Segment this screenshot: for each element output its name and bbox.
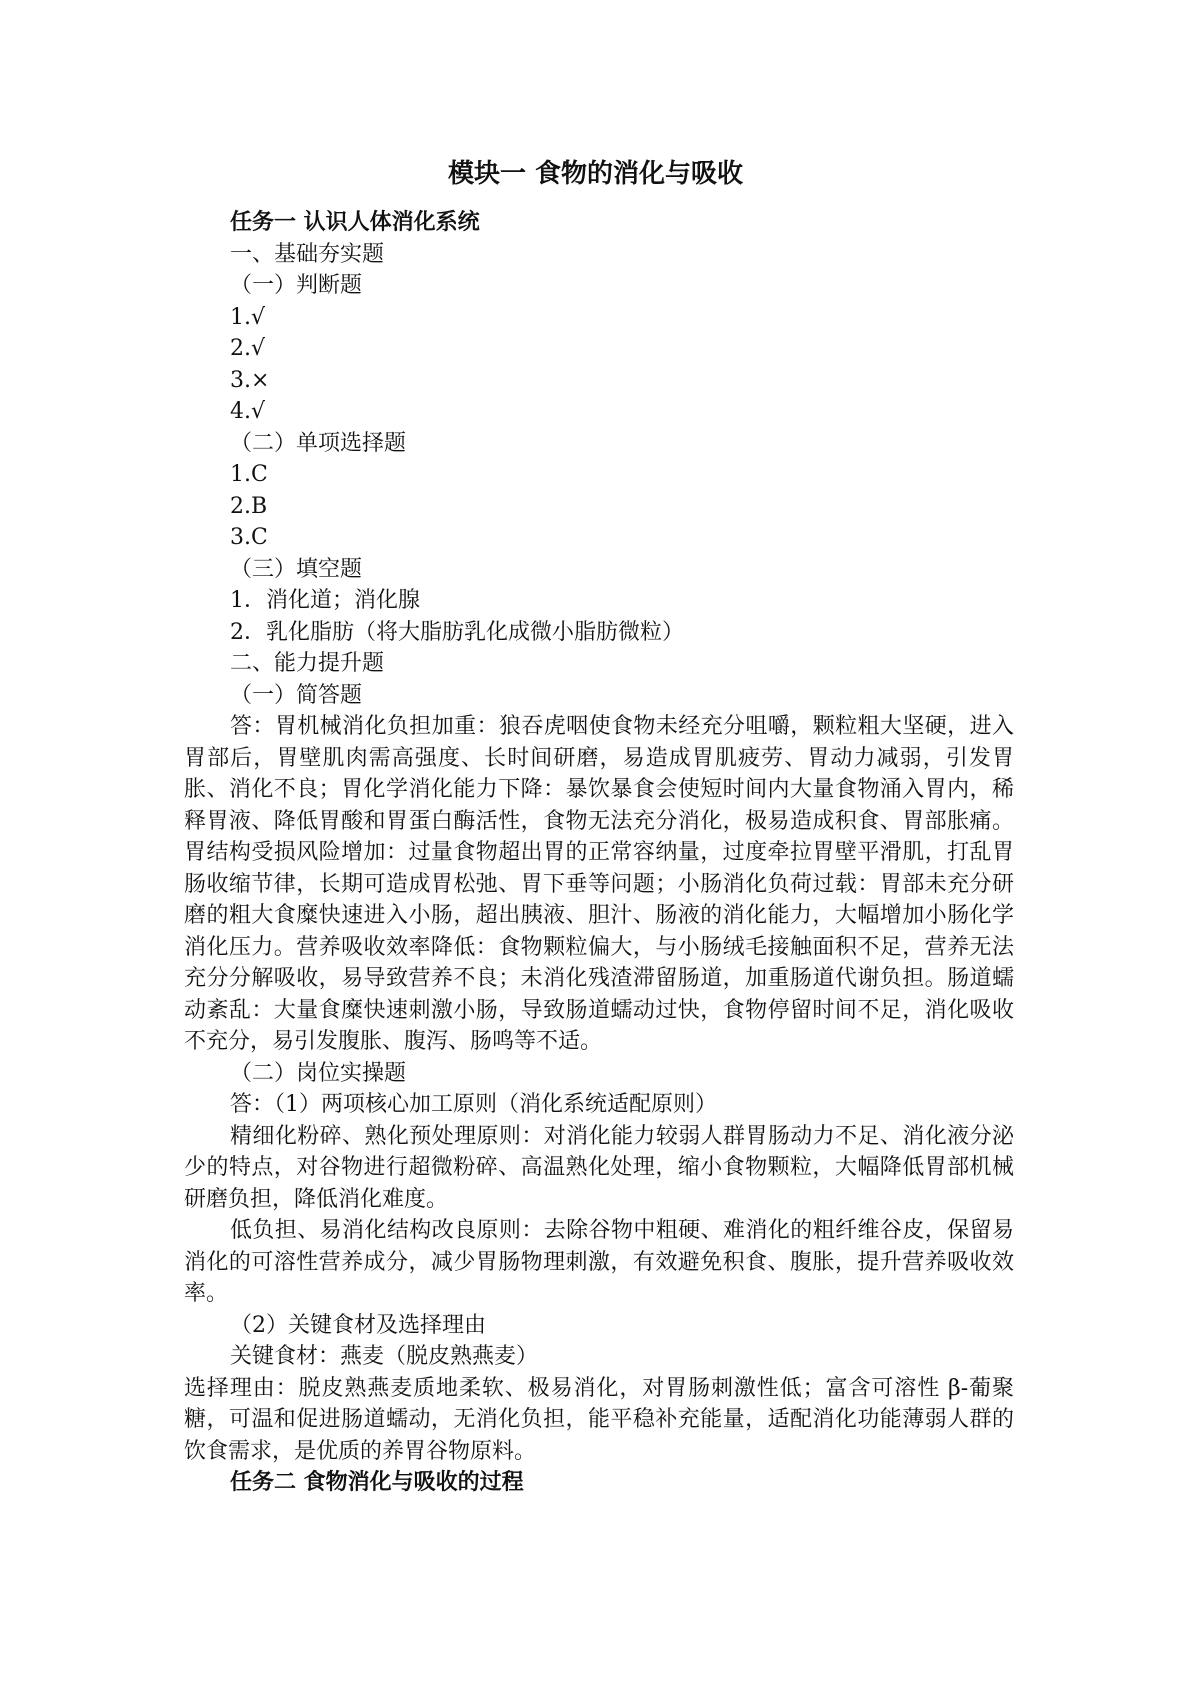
key-food-line: 关键食材：燕麦（脱皮熟燕麦） (230, 1344, 539, 1369)
part-heading: 二、能力提升题 (230, 651, 385, 676)
answer-item: 1．消化道；消化腺 (230, 588, 420, 613)
answer-item: 2．乳化脂肪（将大脂肪乳化成微小脂肪微粒） (230, 619, 684, 645)
answer-item: 2.√ (230, 336, 266, 361)
subsection-heading: （一）简答题 (230, 682, 363, 708)
answer-item: 4.√ (230, 399, 266, 424)
subsection-heading: （2）关键食材及选择理由 (230, 1312, 486, 1338)
answer-intro: 答：（1）两项核心加工原则（消化系统适配原则） (230, 1092, 717, 1117)
task-heading: 任务一 认识人体消化系统 (230, 210, 480, 235)
answer-item: 3.C (230, 525, 268, 550)
answer-item: 3.× (230, 367, 270, 393)
answer-item: 1.C (230, 462, 268, 487)
part-heading: 一、基础夯实题 (230, 241, 385, 267)
subsection-heading: （三）填空题 (230, 556, 363, 582)
reason-paragraph: 选择理由：脱皮熟燕麦质地柔软、极易消化，对胃肠刺激性低；富含可溶性 β-葡聚糖，可温和促进肠道蠕动，无消化负担，能平稳补充能量，适配消化功能薄弱人群的饮食需求，是优质的养胃谷物原料。 (184, 1375, 1014, 1464)
subsection-heading: （一）判断题 (230, 273, 363, 298)
answer-item: 1.√ (230, 304, 266, 330)
subsection-heading: （二）岗位实操题 (230, 1060, 407, 1086)
principle-paragraph: 低负担、易消化结构改良原则：去除谷物中粗硬、难消化的粗纤维谷皮，保留易消化的可溶性营养成分，减少胃肠物理刺激，有效避免积食、腹胀，提升营养吸收效率。 (184, 1218, 1014, 1306)
task-heading: 任务二 食物消化与吸收的过程 (230, 1470, 524, 1495)
module-title: 模块一 食物的消化与吸收 (447, 159, 744, 189)
principle-paragraph: 精细化粉碎、熟化预处理原则：对消化能力较弱人群胃肠动力不足、消化液分泌少的特点，对谷物进行超微粉碎、高温熟化处理，缩小食物颗粒，大幅降低胃部机械研磨负担，降低消化难度。 (184, 1123, 1014, 1212)
subsection-heading: （二）单项选择题 (230, 430, 407, 456)
document-body (184, 207, 1014, 1499)
answer-item: 2.B (230, 493, 268, 519)
short-answer-paragraph: 答：胃机械消化负担加重：狼吞虎咽使食物未经充分咀嚼，颗粒粗大坚硬，进入胃部后，胃壁肌肉需高强度、长时间研磨，易造成胃肌疲劳、胃动力减弱，引发胃胀、消化不良；胃化学消化能力下降：暴饮暴食会使短时间内大量食物涌入胃内，稀释胃液、降低胃酸和胃蛋白酶活性，食物无法充分消化，极易造成积食、胃部胀痛。胃结构受损风险增加：过量食物超出胃的正常容纳量，过度牵拉胃壁平滑肌，打乱胃肠收缩节律，长期可造成胃松弛、胃下垂等问题；小肠消化负荷过载：胃部未充分研磨的粗大食糜快速进入小肠，超出胰液、胆汁、肠液的消化能力，大幅增加小肠化学消化压力。营养吸收效率降低：食物颗粒偏大，与小肠绒毛接触面积不足，营养无法充分分解吸收，易导致营养不良；未消化残渣滞留肠道，加重肠道代谢负担。肠道蠕动紊乱：大量食糜快速刺激小肠，导致肠道蠕动过快，食物停留时间不足，消化吸收不充分，易引发腹胀、腹泻、肠鸣等不适。 (184, 714, 1014, 1054)
